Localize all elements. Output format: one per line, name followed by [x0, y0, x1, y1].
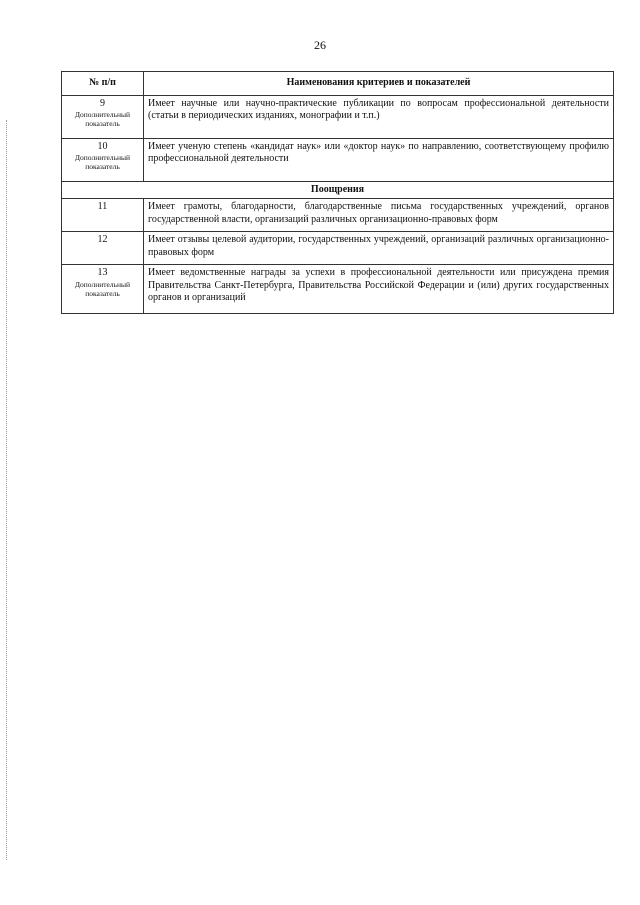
- row-number-cell: [62, 232, 144, 265]
- row-number: 12: [97, 234, 108, 245]
- page-number: 26: [314, 38, 326, 52]
- table-row: [62, 232, 614, 265]
- row-text: Имеет отзывы целевой аудитории, государственных учреждений, организаций различных организационно-правовых форм: [144, 232, 614, 265]
- row-number: 11: [97, 201, 108, 212]
- row-number-cell: [62, 138, 144, 181]
- row-text: Имеет ученую степень «кандидат наук» или «доктор наук» по направлению, соответствующему профилю профессиональной деятельности: [144, 138, 614, 181]
- header-criteria: Наименования критериев и показателей: [144, 72, 614, 96]
- table-row: [62, 138, 614, 181]
- row-number-cell: [62, 95, 144, 138]
- row-note: Дополнительный показатель: [74, 279, 131, 298]
- row-number-cell: [62, 265, 144, 314]
- row-number: 13: [97, 267, 108, 278]
- table-row: [62, 199, 614, 232]
- table-row: [62, 95, 614, 138]
- section-row: [62, 181, 614, 199]
- row-number: 10: [97, 140, 108, 152]
- binding-dotted-line: [6, 120, 7, 860]
- row-note: Дополнительный показатель: [74, 110, 131, 128]
- table-header-row: [62, 72, 614, 96]
- row-text: Имеет ведомственные награды за успехи в профессиональной деятельности или присуждена премия Правительства Санкт-Петербурга, Правительства Российской Федерации и (или) других государственных органов и организаций: [144, 265, 614, 314]
- criteria-table: [61, 71, 614, 314]
- row-number: 9: [100, 97, 105, 109]
- row-text: Имеет научные или научно-практические публикации по вопросам профессиональной деятельности (статьи в периодических изданиях, монографии и т.п.): [144, 95, 614, 138]
- row-note: Дополнительный показатель: [74, 153, 131, 171]
- section-title: Поощрения: [62, 181, 614, 199]
- row-number-cell: [62, 199, 144, 232]
- row-text: Имеет грамоты, благодарности, благодарственные письма государственных учреждений, органов государственной власти, организаций различных организационно-правовых форм: [144, 199, 614, 232]
- table-row: [62, 265, 614, 314]
- header-number: № п/п: [62, 72, 144, 96]
